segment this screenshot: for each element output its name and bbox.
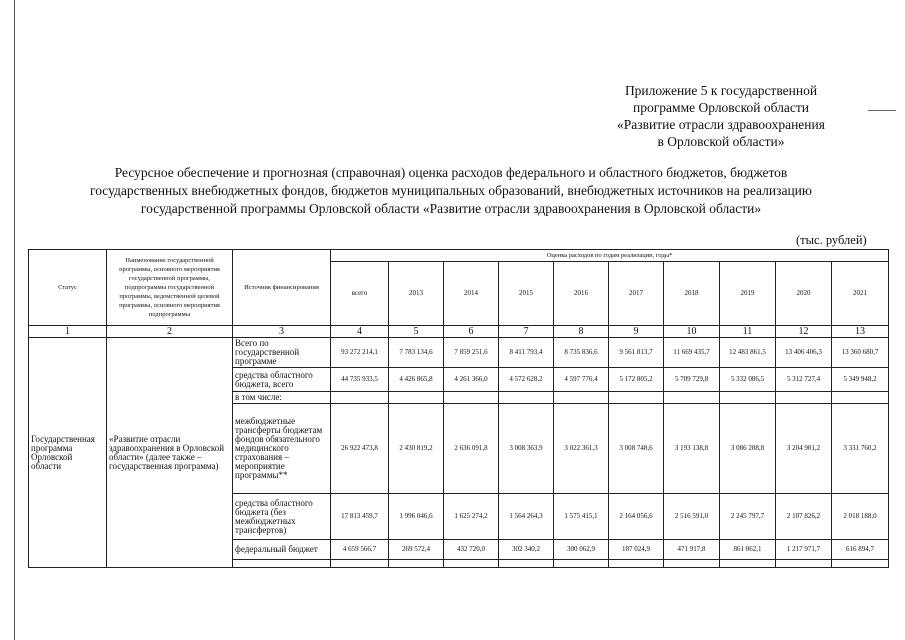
- program-name-cell: «Развитие отрасли здравоохранения в Орловской области» (далее также – государственная программа): [107, 338, 233, 568]
- value-cell: 11 669 435,7: [664, 338, 720, 368]
- value-cell: 2 018 188,0: [832, 494, 889, 540]
- appendix-line-1: Приложение 5 к государственной: [624, 83, 818, 98]
- source-cell: межбюджетные трансферты бюджетам фондов обязательного медицинского страхования – мероприятие программы**: [233, 404, 331, 494]
- header-year: 2020: [776, 262, 832, 326]
- budget-table: [28, 249, 889, 568]
- column-number: 3: [233, 326, 331, 338]
- value-cell: [664, 392, 720, 404]
- value-cell: 5 709 729,8: [664, 368, 720, 392]
- empty-cell: [444, 560, 499, 568]
- value-cell: 2 164 056,6: [609, 494, 664, 540]
- empty-cell: [554, 560, 609, 568]
- header-year: 2017: [609, 262, 664, 326]
- value-cell: 3 022 361,3: [554, 404, 609, 494]
- value-cell: 861 062,1: [720, 540, 776, 560]
- value-cell: [609, 392, 664, 404]
- column-number: 11: [720, 326, 776, 338]
- value-cell: 93 272 214,1: [331, 338, 389, 368]
- value-cell: 5 349 948,2: [832, 368, 889, 392]
- header-name: Наименование государственной программы, основного мероприятия государственной программы, подпрограммы государственной программы, ведомственной целевой программы, основного мероприятия подпрограммы: [107, 250, 233, 326]
- value-cell: 5 332 086,5: [720, 368, 776, 392]
- value-cell: 3 193 138,8: [664, 404, 720, 494]
- value-cell: 3 008 363,9: [499, 404, 554, 494]
- value-cell: 1 564 264,3: [499, 494, 554, 540]
- value-cell: 300 062,9: [554, 540, 609, 560]
- header-total: всего: [331, 262, 389, 326]
- column-number: 5: [389, 326, 444, 338]
- header-status: Статус: [29, 250, 107, 326]
- status-cell: Государственная программа Орловской области: [29, 338, 107, 568]
- appendix-line-4: в Орловской области»: [657, 134, 785, 149]
- empty-cell: [776, 560, 832, 568]
- value-cell: [389, 392, 444, 404]
- header-source: Источник финансирования: [233, 250, 331, 326]
- empty-cell: [331, 560, 389, 568]
- value-cell: 5 312 727,4: [776, 368, 832, 392]
- value-cell: 9 561 813,7: [609, 338, 664, 368]
- value-cell: 7 859 251,6: [444, 338, 499, 368]
- value-cell: 2 245 797,7: [720, 494, 776, 540]
- value-cell: 8 411 793,4: [499, 338, 554, 368]
- value-cell: [499, 392, 554, 404]
- value-cell: 4 659 566,7: [331, 540, 389, 560]
- header-year: 2016: [554, 262, 609, 326]
- value-cell: 8 735 836,6: [554, 338, 609, 368]
- page-left-border: [14, 0, 15, 640]
- appendix-line-3: «Развитие отрасли здравоохранения: [617, 117, 825, 132]
- appendix-header: [590, 82, 852, 150]
- value-cell: 1 217 971,7: [776, 540, 832, 560]
- header-year: 2019: [720, 262, 776, 326]
- empty-cell: [720, 560, 776, 568]
- column-number: 7: [499, 326, 554, 338]
- value-cell: 3 008 748,6: [609, 404, 664, 494]
- header-year: 2014: [444, 262, 499, 326]
- header-year: 2021: [832, 262, 889, 326]
- source-cell: в том числе:: [233, 392, 331, 404]
- value-cell: 302 340,2: [499, 540, 554, 560]
- value-cell: 2 107 826,2: [776, 494, 832, 540]
- document-title: [20, 164, 882, 218]
- appendix-line-2: программе Орловской области: [633, 100, 809, 115]
- column-number: 12: [776, 326, 832, 338]
- header-expense-group: Оценка расходов по годам реализации, годы*: [331, 250, 889, 262]
- value-cell: [720, 392, 776, 404]
- empty-cell: [609, 560, 664, 568]
- column-number: 9: [609, 326, 664, 338]
- value-cell: 1 625 274,2: [444, 494, 499, 540]
- header-year: 2013: [389, 262, 444, 326]
- value-cell: [776, 392, 832, 404]
- value-cell: 12 483 861,5: [720, 338, 776, 368]
- title-line-3: государственной программы Орловской области «Развитие отрасли здравоохранения в Орловской области»: [140, 201, 762, 216]
- value-cell: 4 572 628,2: [499, 368, 554, 392]
- value-cell: 4 261 366,0: [444, 368, 499, 392]
- column-number: 1: [29, 326, 107, 338]
- value-cell: 44 735 933,5: [331, 368, 389, 392]
- value-cell: 2 516 591,0: [664, 494, 720, 540]
- empty-cell: [233, 560, 331, 568]
- header-year: 2015: [499, 262, 554, 326]
- value-cell: 1 996 046,6: [389, 494, 444, 540]
- source-cell: средства областного бюджета (без межбюджетных трансфертов): [233, 494, 331, 540]
- value-cell: [444, 392, 499, 404]
- source-cell: средства областного бюджета, всего: [233, 368, 331, 392]
- value-cell: [331, 392, 389, 404]
- value-cell: 616 894,7: [832, 540, 889, 560]
- empty-cell: [664, 560, 720, 568]
- header-year: 2018: [664, 262, 720, 326]
- table-row: [29, 338, 889, 368]
- title-line-1: Ресурсное обеспечение и прогнозная (справочная) оценка расходов федерального и областного бюджетов, бюджетов: [114, 165, 788, 180]
- column-number: 6: [444, 326, 499, 338]
- header-dash: [868, 110, 896, 111]
- value-cell: 1 575 415,1: [554, 494, 609, 540]
- value-cell: 3 086 288,8: [720, 404, 776, 494]
- value-cell: 4 426 865,8: [389, 368, 444, 392]
- value-cell: 13 360 680,7: [832, 338, 889, 368]
- empty-cell: [389, 560, 444, 568]
- value-cell: 432 720,0: [444, 540, 499, 560]
- column-number: 13: [832, 326, 889, 338]
- column-number: 4: [331, 326, 389, 338]
- value-cell: 3 204 901,2: [776, 404, 832, 494]
- column-number: 2: [107, 326, 233, 338]
- column-number: 10: [664, 326, 720, 338]
- value-cell: 17 813 459,7: [331, 494, 389, 540]
- column-number: 8: [554, 326, 609, 338]
- value-cell: 5 172 805,2: [609, 368, 664, 392]
- value-cell: 4 597 776,4: [554, 368, 609, 392]
- value-cell: 26 922 473,8: [331, 404, 389, 494]
- empty-cell: [832, 560, 889, 568]
- source-cell: федеральный бюджет: [233, 540, 331, 560]
- value-cell: 187 024,9: [609, 540, 664, 560]
- empty-cell: [499, 560, 554, 568]
- title-line-2: государственных внебюджетных фондов, бюджетов муниципальных образований, внебюджетных источников на реализацию: [90, 183, 812, 198]
- value-cell: 471 917,8: [664, 540, 720, 560]
- value-cell: 269 572,4: [389, 540, 444, 560]
- units-label: (тыс. рублей): [796, 233, 867, 247]
- source-cell: Всего по государственной программе: [233, 338, 331, 368]
- value-cell: [554, 392, 609, 404]
- value-cell: 7 783 134,6: [389, 338, 444, 368]
- value-cell: 3 331 760,2: [832, 404, 889, 494]
- value-cell: 2 636 091,8: [444, 404, 499, 494]
- value-cell: 2 430 819,2: [389, 404, 444, 494]
- value-cell: [832, 392, 889, 404]
- value-cell: 13 406 406,3: [776, 338, 832, 368]
